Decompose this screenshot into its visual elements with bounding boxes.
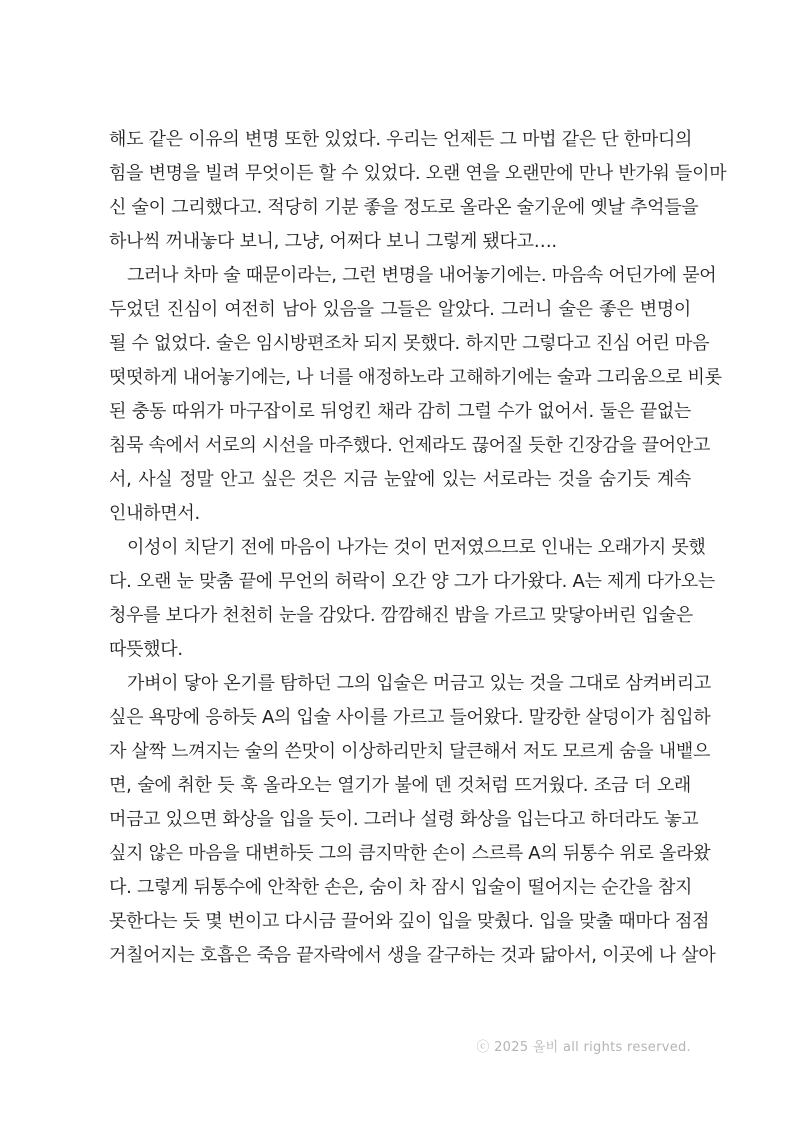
text-line: 된 충동 따위가 마구잡이로 뒤엉킨 채라 감히 그럴 수가 없어서. 둘은 끝없는 <box>109 401 691 422</box>
text-line: 거칠어지는 호흡은 죽음 끝자락에서 생을 갈구하는 것과 닮아서, 이곳에 나 살아 <box>109 945 716 966</box>
text-line: 인내하면서. <box>109 503 200 524</box>
text-line: 침묵 속에서 서로의 시선을 마주했다. 언제라도 끊어질 듯한 긴장감을 끌어안고 <box>109 435 711 456</box>
text-line: 하나씩 꺼내놓다 보니, 그냥, 어쩌다 보니 그렇게 됐다고…. <box>109 231 557 252</box>
text-line: 가벼이 닿아 온기를 탐하던 그의 입술은 머금고 있는 것을 그대로 삼켜버리고 <box>127 673 711 694</box>
text-line: 서, 사실 정말 안고 싶은 것은 지금 눈앞에 있는 서로라는 것을 숨기듯 계속 <box>109 469 691 490</box>
text-line: 머금고 있으면 화상을 입을 듯이. 그러나 설령 화상을 입는다고 하더라도 놓고 <box>109 809 699 830</box>
text-line: 두었던 진심이 여전히 남아 있음을 그들은 알았다. 그러니 술은 좋은 변명이 <box>109 299 691 320</box>
text-line: 못한다는 듯 몇 번이고 다시금 끌어와 깊이 입을 맞췄다. 입을 맞출 때마다 점점 <box>109 911 710 932</box>
text-line: 자 살짝 느껴지는 술의 쓴맛이 이상하리만치 달큰해서 저도 모르게 숨을 내뱉으 <box>109 741 711 762</box>
text-line: 떳떳하게 내어놓기에는, 나 너를 애정하노라 고해하기에는 술과 그리움으로 비롯 <box>109 367 722 388</box>
text-line: 따뜻했다. <box>109 639 183 660</box>
text-line: 면, 술에 취한 듯 훅 올라오는 열기가 불에 덴 것처럼 뜨거웠다. 조금 더 오래 <box>109 775 691 796</box>
text-line: 그러나 차마 술 때문이라는, 그런 변명을 내어놓기에는. 마음속 어딘가에 묻어 <box>127 265 717 286</box>
text-line: 힘을 변명을 빌려 무엇이든 할 수 있었다. 오랜 연을 오랜만에 만나 반가워 들이마 <box>109 163 727 184</box>
text-line: 될 수 없었다. 술은 임시방편조차 되지 못했다. 하지만 그렇다고 진심 어린 마음 <box>109 333 710 354</box>
text-line: 싶지 않은 마음을 대변하듯 그의 큼지막한 손이 스르륵 A의 뒤통수 위로 올라왔 <box>109 843 711 864</box>
text-line: 싶은 욕망에 응하듯 A의 입술 사이를 가르고 들어왔다. 말캉한 살덩이가 침입하 <box>109 707 711 728</box>
text-line: 신 술이 그리했다고. 적당히 기분 좋을 정도로 올라온 술기운에 옛날 추억들을 <box>109 197 699 218</box>
text-line: 해도 같은 이유의 변명 또한 있었다. 우리는 언제든 그 마법 같은 단 한마디의 <box>109 129 693 150</box>
text-line: 이성이 치닫기 전에 마음이 나가는 것이 먼저였으므로 인내는 오래가지 못했 <box>127 537 706 558</box>
text-line: 청우를 보다가 천천히 눈을 감았다. 깜깜해진 밤을 가르고 맞닿아버린 입술은 <box>109 605 693 626</box>
text-line: 다. 그렇게 뒤통수에 안착한 손은, 숨이 차 잠시 입술이 떨어지는 순간을 참지 <box>109 877 693 898</box>
text-line: 다. 오랜 눈 맞춤 끝에 무언의 허락이 오간 양 그가 다가왔다. A는 제게 다가오는 <box>109 571 715 592</box>
copyright-footer: ⓒ 2025 올비 all rights reserved. <box>476 1040 691 1055</box>
